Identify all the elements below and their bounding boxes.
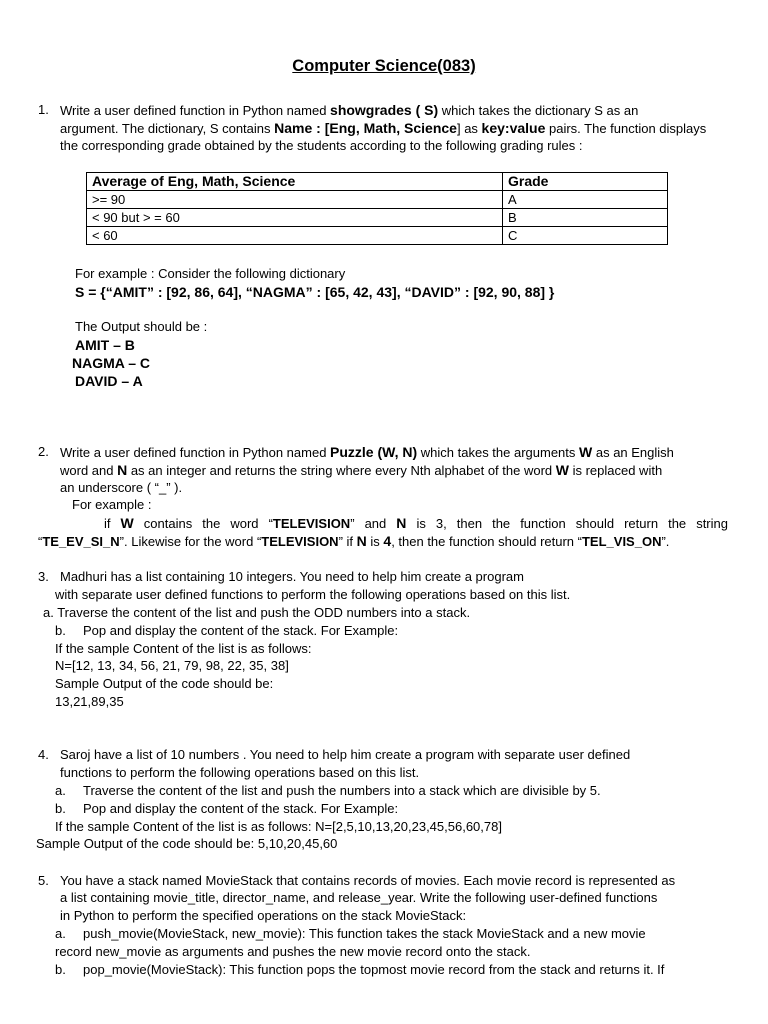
q3-line-3: a. Traverse the content of the list and push the ODD numbers into a stack. [43, 605, 471, 620]
q2-line-2: word and N as an integer and returns the string where every Nth alphabet of the word W is replaced with [60, 462, 663, 478]
table-cell: < 60 [87, 227, 503, 245]
question-number: 1. [38, 102, 49, 117]
q2-line-6: “TE_EV_SI_N”. Likewise for the word “TELEVISION” if N is 4, then the function should return “TEL_VIS_ON”. [38, 533, 670, 549]
q5-line-1: You have a stack named MovieStack that contains records of movies. Each movie record is represented as [60, 873, 676, 888]
q3-line-1: Madhuri has a list containing 10 integers. You need to help him create a program [60, 569, 524, 584]
output-line: AMIT – B [75, 337, 135, 353]
q5-line-3: in Python to perform the specified operations on the stack MovieStack: [60, 908, 467, 923]
question-number: 2. [38, 444, 49, 459]
q3-line-4-number: b. [55, 623, 66, 638]
q5-line-6: pop_movie(MovieStack): This function pops the topmost movie record from the stack and returns it. If [83, 962, 665, 977]
q4-line-4: Pop and display the content of the stack. For Example: [83, 801, 399, 816]
question-number: 4. [38, 747, 49, 762]
table-header-row [87, 173, 668, 191]
q3-line-6: N=[12, 13, 34, 56, 21, 79, 98, 22, 35, 38] [55, 658, 289, 673]
question-number: 3. [38, 569, 49, 584]
table-cell: < 90 but > = 60 [87, 209, 503, 227]
q1-line-1: Write a user defined function in Python named showgrades ( S) which takes the dictionary S as an [60, 102, 639, 118]
q4-line-3: Traverse the content of the list and push the numbers into a stack which are divisible by 5. [83, 783, 601, 798]
output-line: NAGMA – C [72, 355, 151, 371]
q4-line-2: functions to perform the following operations based on this list. [60, 765, 420, 780]
q3-line-7: Sample Output of the code should be: [55, 676, 274, 691]
q5-line-4-number: a. [55, 926, 66, 941]
q5-line-2: a list containing movie_title, director_name, and release_year. Write the following user-defined functions [60, 890, 658, 905]
q1-line-3: the corresponding grade obtained by the students according to the following grading rules : [60, 138, 583, 153]
q5-line-4: push_movie(MovieStack, new_movie): This function takes the stack MovieStack and a new movie [83, 926, 646, 941]
output-line: DAVID – A [75, 373, 143, 389]
q3-line-5: If the sample Content of the list is as follows: [55, 641, 312, 656]
table-header-cell: Average of Eng, Math, Science [87, 173, 503, 191]
output-intro: The Output should be : [75, 319, 208, 334]
example-intro: For example : Consider the following dictionary [75, 266, 346, 281]
question-number: 5. [38, 873, 49, 888]
q4-line-1: Saroj have a list of 10 numbers . You need to help him create a program with separate user defined [60, 747, 631, 762]
q5-line-6-number: b. [55, 962, 66, 977]
table-cell: A [503, 191, 668, 209]
table-row [87, 227, 668, 245]
q2-line-3: an underscore ( “_” ). [60, 480, 183, 495]
q3-line-2: with separate user defined functions to perform the following operations based on this list. [55, 587, 571, 602]
q3-line-4: Pop and display the content of the stack. For Example: [83, 623, 399, 638]
q4-line-5: If the sample Content of the list is as follows: N=[2,5,10,13,20,23,45,56,60,78] [55, 819, 502, 834]
table-row [87, 191, 668, 209]
q3-line-8: 13,21,89,35 [55, 694, 124, 709]
table-row [87, 209, 668, 227]
page-title: Computer Science(083) [292, 57, 476, 75]
q2-line-4: For example : [72, 497, 152, 512]
grades-table [86, 172, 668, 245]
table-cell: >= 90 [87, 191, 503, 209]
q2-line-5: if W contains the word “TELEVISION” and N is 3, then the function should return the string [104, 515, 728, 531]
q4-line-4-number: b. [55, 801, 66, 816]
table-header-cell: Grade [503, 173, 668, 191]
q5-line-5: record new_movie as arguments and pushes the new movie record onto the stack. [55, 944, 531, 959]
table-cell: B [503, 209, 668, 227]
q2-line-1: Write a user defined function in Python named Puzzle (W, N) which takes the arguments W as an English [60, 444, 674, 460]
table-cell: C [503, 227, 668, 245]
q1-line-2: argument. The dictionary, S contains Name : [Eng, Math, Science] as key:value pairs. The function displays [60, 120, 707, 136]
example-dictionary: S = {“AMIT” : [92, 86, 64], “NAGMA” : [65, 42, 43], “DAVID” : [92, 90, 88] } [75, 284, 555, 300]
q4-line-3-number: a. [55, 783, 66, 798]
q4-line-6: Sample Output of the code should be: 5,10,20,45,60 [36, 836, 338, 851]
